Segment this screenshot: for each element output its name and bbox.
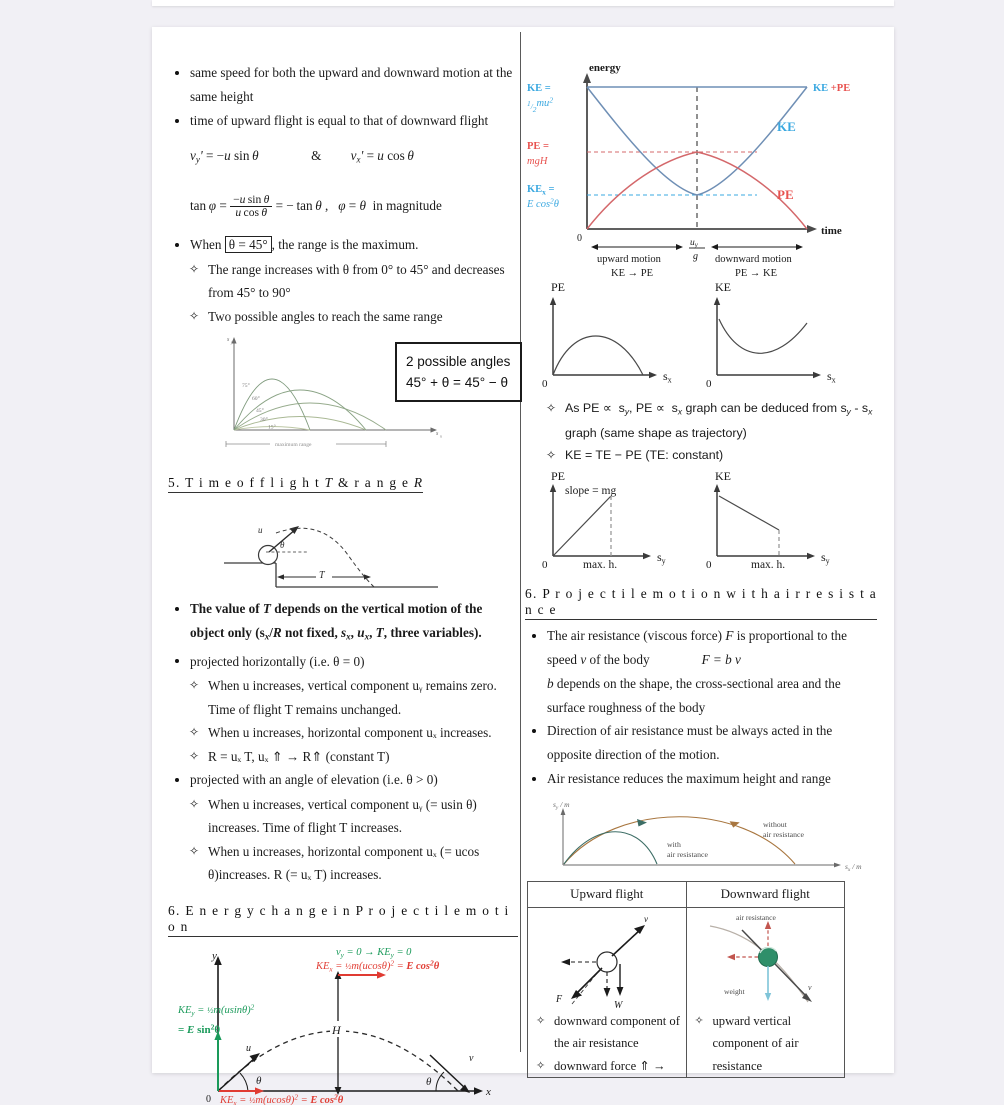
ampersand: & bbox=[311, 147, 322, 163]
air-resistance-formula: F = b v bbox=[701, 651, 741, 667]
max-height-tick: max. h. bbox=[583, 559, 618, 572]
svg-text:15°: 15° bbox=[268, 424, 276, 431]
sub-item: ✧ downward force ⇑ → bbox=[528, 1055, 686, 1078]
svg-text:0: 0 bbox=[706, 378, 712, 390]
label-with-line1: with bbox=[667, 839, 681, 849]
previous-page-edge bbox=[152, 0, 894, 6]
section-6-energy-heading bbox=[168, 903, 518, 941]
boxed-angle-value: θ = 45° bbox=[225, 236, 272, 253]
y-axis-label: y bbox=[212, 949, 217, 962]
time-of-flight-figure bbox=[216, 503, 446, 593]
energy-change-projectile-figure bbox=[178, 943, 508, 1105]
v-label: v bbox=[643, 913, 648, 924]
upward-flight-force-diagram bbox=[532, 908, 682, 1010]
right-column bbox=[525, 27, 877, 1078]
svg-text:v: v bbox=[469, 1052, 474, 1064]
sub-item: ✧ upward vertical component of air resistance bbox=[687, 1010, 845, 1078]
sub-item: ✧ Two possible angles to reach the same range bbox=[168, 305, 518, 329]
sub-item: ✧ When u increases, vertical component uᵧ (= usin θ) increases. Time of flight T increases. bbox=[168, 793, 518, 840]
angles-box-line2: 45° + θ = 45° − θ bbox=[406, 375, 509, 391]
list-item: projected horizontally (i.e. θ = 0) bbox=[168, 650, 518, 674]
u-label: u bbox=[258, 525, 263, 536]
svg-text:75°: 75° bbox=[242, 383, 250, 390]
slope-annotation: slope = mg bbox=[565, 485, 617, 498]
section-title: E n e r g y c h a n g e i n P r o j e c t i l e m o t i o n bbox=[168, 902, 510, 934]
section-title-var-R: R bbox=[413, 475, 424, 491]
pe-max-label: PE = bbox=[527, 141, 550, 152]
equation-range-horizontal: ✧ R = uₓ T, uₓ ⇑ → R⇑ (constant T) bbox=[168, 745, 518, 769]
H-label: H bbox=[332, 1022, 341, 1037]
air-resistance-trajectory-figure bbox=[543, 795, 873, 877]
origin-label: 0 bbox=[206, 1093, 211, 1105]
svg-text:45°: 45° bbox=[256, 408, 264, 415]
suffix-text: , the range is the maximum. bbox=[271, 237, 419, 253]
section-number: 6. bbox=[525, 586, 538, 602]
svg-text:u: u bbox=[246, 1042, 251, 1054]
phase-right-line1: downward motion bbox=[715, 254, 792, 265]
notes-page bbox=[152, 27, 894, 1105]
svg-text:0: 0 bbox=[542, 378, 548, 390]
list-item: time of upward flight is equal to that of downward flight bbox=[168, 109, 518, 133]
svg-text:s: s bbox=[227, 337, 230, 344]
ke-y-label-line1: $KE_y$ = $\frac{1}{2}m(usin\theta)^2$ bbox=[178, 1003, 255, 1018]
series-label-total: KE +PE bbox=[813, 83, 851, 94]
svg-text:sx: $s_x$ bbox=[663, 369, 672, 385]
series-label-pe: PE bbox=[777, 187, 794, 202]
ke-y-label-line2: = E $\sin^2\theta$ bbox=[178, 1022, 221, 1036]
range-vs-angle-figure-wrap bbox=[168, 332, 518, 454]
y-axis-label-energy: energy bbox=[589, 62, 621, 74]
section-5-heading bbox=[168, 474, 518, 497]
left-column bbox=[168, 27, 518, 1105]
b-factor-note: b depends on the shape, the cross-sectional area and the surface roughness of the body bbox=[547, 676, 841, 715]
svg-text:sy: $s_y$ bbox=[657, 550, 666, 566]
equation-tan-phi: tan φ = $\frac{\text{−u sin θ}}{\text{u cos θ}}$ = − tan θ , φ = θ in magnitude bbox=[190, 192, 442, 219]
svg-text:30°: 30° bbox=[260, 417, 268, 424]
list-item: same speed for both the upward and downward motion at the same height bbox=[168, 61, 518, 108]
section-title-a: T i m e o f f l i g h t bbox=[185, 475, 320, 491]
energy-time-chart bbox=[525, 59, 865, 277]
F-label: F bbox=[555, 993, 562, 1005]
label-with-line2: air resistance bbox=[667, 849, 708, 859]
sub-item: ✧ downward component of the air resistance bbox=[528, 1010, 686, 1055]
svg-text:sy / m: $s_y$ / m bbox=[553, 799, 570, 811]
ke-initial-label: KE = bbox=[527, 83, 551, 94]
table-row bbox=[528, 907, 845, 1078]
svg-text:60°: 60° bbox=[252, 396, 260, 403]
list-item: projected with an angle of elevation (i.e. θ > 0) bbox=[168, 768, 518, 792]
sub-item: ✧ As PE ∝ $s_y$, PE ∝ $s_x$ graph can be deduced from $s_y - s_x$ graph (same shape as trajectory) bbox=[525, 397, 877, 444]
svg-text:0: 0 bbox=[542, 559, 548, 572]
svg-text:sx: $s_x$ bbox=[827, 369, 836, 385]
svg-text:KE: KE bbox=[715, 469, 731, 484]
phase-right-line2: PE → KE bbox=[735, 268, 777, 277]
series-label-ke: KE bbox=[777, 119, 796, 134]
section-number: 6. bbox=[168, 902, 181, 918]
section-title-var-T: T bbox=[324, 475, 334, 491]
origin-label: 0 bbox=[577, 233, 582, 244]
svg-text:0: 0 bbox=[706, 559, 712, 572]
svg-text:y: y bbox=[231, 339, 233, 345]
list-item: Air resistance reduces the maximum height and range bbox=[525, 767, 877, 791]
sub-item: ✧ When u increases, horizontal component uₓ (= ucos θ)increases. R (= uₓ T) increases. bbox=[168, 840, 518, 887]
svg-text:sx / m: $s_x$ / m bbox=[845, 861, 862, 873]
prefix-text: When bbox=[190, 237, 222, 253]
section-title-b: & r a n g e bbox=[338, 475, 410, 491]
svg-text:θ: θ bbox=[426, 1075, 432, 1088]
section-title: P r o j e c t i l e m o t i o n w i t h a i r r e s i s t a n c e bbox=[525, 586, 877, 618]
svg-text:θ: θ bbox=[256, 1074, 262, 1087]
svg-text:sy: $s_y$ bbox=[821, 550, 830, 566]
ke-x-label: $KE_x$ = bbox=[527, 184, 555, 197]
label-without-line1: without bbox=[763, 819, 787, 829]
theta-label: θ bbox=[280, 540, 285, 551]
table-header-upward: Upward flight bbox=[528, 881, 687, 907]
sub-item: ✧ The range increases with θ from 0° to 45° and decreases from 45° to 90° bbox=[168, 258, 518, 305]
svg-text:s: s bbox=[436, 431, 439, 438]
weight-label: weight bbox=[724, 986, 745, 996]
section-number: 5. bbox=[168, 475, 181, 491]
ke-x-value: E $\cos^2\theta$ bbox=[527, 196, 559, 210]
svg-text:maximum range: maximum range bbox=[275, 442, 312, 449]
x-axis-label: x bbox=[486, 1085, 491, 1098]
pe-ke-vs-sy-charts bbox=[525, 468, 865, 580]
sub-item: ✧ KE = TE − PE (TE: constant) bbox=[525, 444, 877, 466]
flight-comparison-table bbox=[527, 881, 845, 1079]
sub-item: ✧ When u increases, horizontal component uₓ increases. bbox=[168, 721, 518, 745]
list-item: The value of T depends on the vertical motion of the object only ($s_x/R$ not fixed, $s_x$, $u_x$, T, three variables). bbox=[168, 597, 518, 649]
list-item: The air resistance (viscous force) F is proportional to the speed v of the body F = b v bbox=[525, 624, 877, 671]
phase-left-line2: KE → PE bbox=[611, 268, 653, 277]
ke-x-apex-label: $KE_x$ = $\frac{1}{2}m(ucos\theta)^2 = E$ $\cos^2\theta$ bbox=[316, 958, 440, 974]
downward-flight-force-diagram bbox=[690, 908, 840, 1010]
pe-axis-label: PE bbox=[551, 280, 566, 294]
apex-time-denominator: g bbox=[693, 251, 698, 262]
W-label: W bbox=[613, 999, 623, 1010]
svg-text:x: x bbox=[440, 433, 442, 439]
max-height-tick: max. h. bbox=[751, 559, 786, 572]
air-resistance-label: air resistance bbox=[736, 912, 777, 922]
ke-initial-value: $1_{/2}mu^2$ bbox=[527, 95, 554, 114]
list-item: Direction of air resistance must be always acted in the opposite direction of the motion. bbox=[525, 719, 877, 766]
x-axis-label-time: time bbox=[821, 225, 842, 237]
svg-text:PE: PE bbox=[551, 469, 566, 484]
table-cell-downward bbox=[686, 907, 845, 1078]
label-without-line2: air resistance bbox=[763, 829, 804, 839]
ke-x-bottom-label: $KE_x$ = $\frac{1}{2}m(ucos\theta)^2 = E$ $\cos^2\theta$ bbox=[220, 1092, 344, 1105]
sub-item: ✧ When u increases, vertical component uᵧ remains zero. Time of flight T remains unchanged. bbox=[168, 674, 518, 721]
ke-axis-label: KE bbox=[715, 280, 731, 294]
T-label: T bbox=[319, 570, 325, 582]
pe-max-value: mgH bbox=[527, 156, 548, 167]
vy-top-label: $v_y = 0 \to KE_y = 0$ bbox=[336, 946, 412, 960]
equation-velocity-components: $v_y' = -u$ sin θ & $v_x' = u$ cos θ bbox=[190, 144, 518, 172]
v-label: v bbox=[808, 982, 812, 992]
list-item-max-range bbox=[168, 233, 518, 257]
angles-box-line1: 2 possible angles bbox=[406, 354, 511, 370]
table-cell-upward bbox=[528, 907, 687, 1078]
column-divider bbox=[520, 32, 521, 1052]
apex-time-numerator: $u_y$ bbox=[690, 238, 698, 249]
pe-ke-vs-sx-charts bbox=[525, 279, 865, 397]
two-possible-angles-box bbox=[395, 342, 522, 402]
phase-left-line1: upward motion bbox=[597, 254, 661, 265]
table-header-downward: Downward flight bbox=[686, 881, 845, 907]
section-6-air-heading bbox=[525, 586, 877, 624]
table-header-row bbox=[528, 881, 845, 907]
